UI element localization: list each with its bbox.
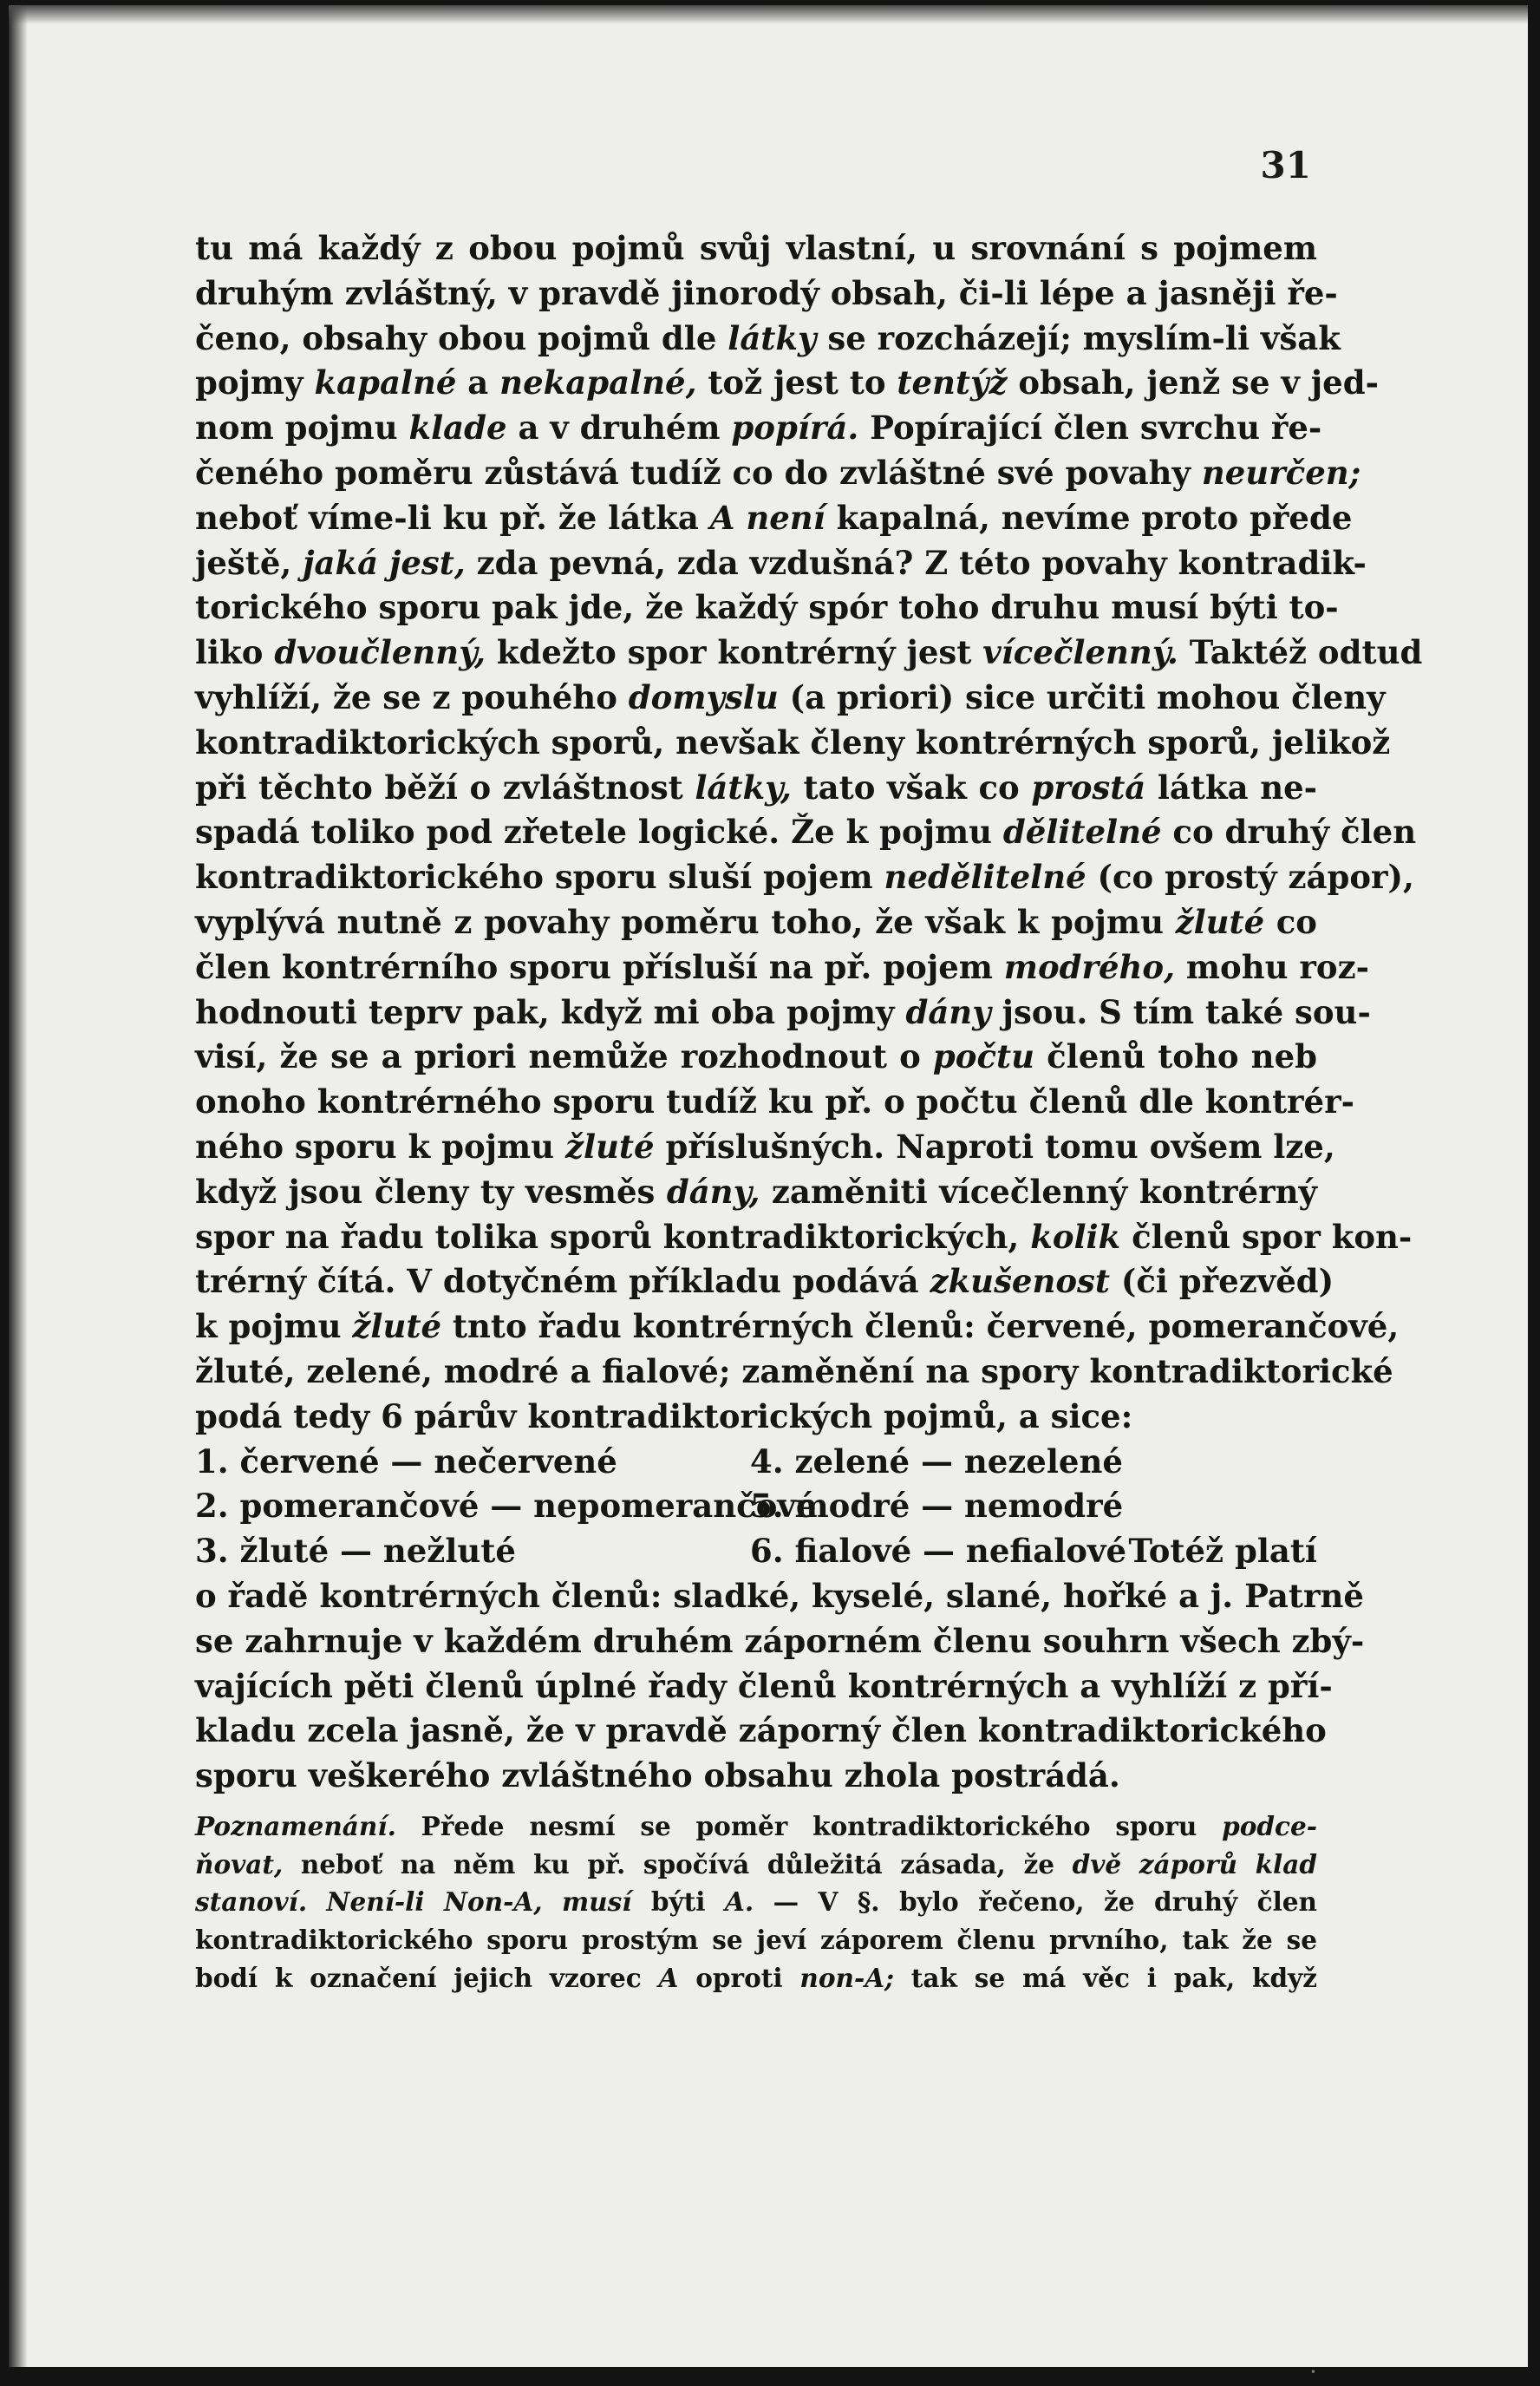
- text-line: ného sporu k pojmu žluté příslušných. Naproti tomu ovšem lze,: [195, 1127, 1335, 1166]
- italic-term: žluté: [352, 1307, 441, 1346]
- color-pairs-list: [195, 1440, 1317, 1574]
- italic-term: nedělitelné: [884, 858, 1086, 897]
- footnote-line: kontradiktorického sporu prostým se jeví záporem členu prvního, tak že se: [195, 1925, 1317, 1956]
- line-tail: Totéž platí: [1128, 1532, 1317, 1571]
- italic-term: klade: [408, 409, 507, 448]
- binding-shadow: [9, 5, 28, 2367]
- italic-term: dělitelné: [1002, 813, 1162, 852]
- italic-term: zkušenost: [930, 1262, 1110, 1301]
- text-line: spor na řadu tolika sporů kontradiktorických, kolik členů spor kon-: [195, 1217, 1413, 1256]
- italic-term: žluté: [564, 1127, 655, 1166]
- italic-term: stanoví. Není-li Non-A, musí: [195, 1886, 632, 1918]
- continuation-paragraph: [195, 1574, 1365, 1799]
- pair-right: 5. modré — nemodré: [750, 1487, 1124, 1526]
- italic-term: žluté: [1175, 902, 1265, 941]
- text-line: pojmy kapalné a nekapalné, tož jest to tentýž obsah, jenž se v jed-: [195, 363, 1379, 402]
- text-line: onoho kontrérného sporu tudíž ku př. o počtu členů dle kontrér-: [195, 1082, 1354, 1121]
- italic-term: kapalné: [314, 363, 457, 402]
- text-line: člen kontrérního sporu přísluší na př. pojem modrého, mohu roz-: [195, 947, 1369, 986]
- text-line: tu má každý z obou pojmů svůj vlastní, u srovnání s pojmem: [195, 229, 1317, 267]
- text-line: vajících pěti členů úplné řady členů kontrérných a vyhlíží z pří-: [195, 1666, 1333, 1705]
- italic-term: počtu: [932, 1037, 1034, 1076]
- page-number: 31: [1260, 144, 1311, 186]
- italic-term: kolik: [1030, 1217, 1121, 1256]
- body-text: [195, 226, 1423, 1997]
- main-paragraph: [195, 226, 1423, 1440]
- text-line: spadá toliko pod zřetele logické. Že k pojmu dělitelné co druhý člen: [195, 813, 1417, 852]
- text-line: podá tedy 6 párův kontradiktorických pojmů, a sice:: [195, 1396, 1133, 1435]
- italic-term: domyslu: [628, 677, 779, 716]
- text-line: sporu veškerého zvláštného obsahu zhola postrádá.: [195, 1756, 1120, 1795]
- italic-term: ňovat,: [195, 1848, 284, 1879]
- italic-term: dvoučlenný,: [274, 633, 486, 672]
- pair-left: 3. žluté — nežluté: [195, 1532, 516, 1571]
- footnote-line: bodí k označení jejich vzorec A oproti non-A; tak se má věc i pak, když: [195, 1963, 1317, 1994]
- italic-term: Poznamenání.: [195, 1810, 396, 1841]
- scanned-page: [9, 5, 1528, 2386]
- list-item: [195, 1529, 1317, 1574]
- italic-term: non-A;: [799, 1963, 894, 1994]
- list-item: [195, 1484, 1317, 1529]
- text-line: neboť víme-li ku př. že látka A není kapalná, nevíme proto přede: [195, 498, 1353, 537]
- footnote: [195, 1807, 1317, 1997]
- footnote-line: Poznamenání. Přede nesmí se poměr kontradiktorického sporu podce-: [195, 1810, 1317, 1841]
- footnote-line: ňovat, neboť na něm ku př. spočívá důležitá zásada, že dvě záporů klad: [195, 1848, 1317, 1879]
- italic-term: A.: [724, 1886, 754, 1918]
- text-line: o řadě kontrérných členů: sladké, kyselé, slané, hořké a j. Patrně: [195, 1576, 1364, 1615]
- text-line: když jsou členy ty vesměs dány, zaměniti vícečlenný kontrérný: [195, 1172, 1317, 1211]
- text-line: kontradiktorického sporu sluší pojem nedělitelné (co prostý zápor),: [195, 858, 1414, 897]
- text-line: nom pojmu klade a v druhém popírá. Popírající člen svrchu ře-: [195, 409, 1322, 448]
- text-line: čeno, obsahy obou pojmů dle látky se rozcházejí; myslím-li však: [195, 318, 1341, 357]
- pair-left: 1. červené — nečervené: [195, 1441, 617, 1481]
- text-line: hodnouti teprv pak, když mi oba pojmy dány jsou. S tím také sou-: [195, 992, 1371, 1031]
- text-line: druhým zvláštný, v pravdě jinorodý obsah, či-li lépe a jasněji ře-: [195, 273, 1338, 312]
- italic-term: dány: [905, 992, 991, 1031]
- italic-term: nekapalné,: [499, 363, 697, 402]
- footnote-line: stanoví. Není-li Non-A, musí býti A. — V §. bylo řečeno, že druhý člen: [195, 1886, 1317, 1918]
- pair-left: 2. pomerančové — nepomerančové: [195, 1487, 817, 1526]
- text-line: liko dvoučlenný, kdežto spor kontrérný jest vícečlenný. Taktéž odtud: [195, 633, 1423, 672]
- italic-term: podce-: [1222, 1810, 1317, 1841]
- text-line: k pojmu žluté tnto řadu kontrérných členů: červené, pomerančové,: [195, 1307, 1400, 1346]
- text-line: kladu zcela jasně, že v pravdě záporný člen kontradiktorického: [195, 1711, 1327, 1750]
- italic-term: jaká jest,: [303, 543, 466, 582]
- italic-term: modrého,: [1003, 947, 1175, 986]
- text-line: kontradiktorických sporů, nevšak členy kontrérných sporů, jelikož: [195, 722, 1391, 762]
- text-line: ještě, jaká jest, zda pevná, zda vzdušná? Z této povahy kontradik-: [195, 543, 1367, 582]
- text-line: se zahrnuje v každém druhém záporném členu souhrn všech zbý-: [195, 1621, 1365, 1660]
- italic-term: látky: [728, 318, 817, 357]
- text-line: vyplývá nutně z povahy poměru toho, že však k pojmu žluté co: [195, 902, 1317, 941]
- pair-right: 4. zelené — nezelené: [750, 1441, 1123, 1481]
- italic-term: tentýž: [897, 363, 1008, 402]
- text-line: torického sporu pak jde, že každý spór toho druhu musí býti to-: [195, 588, 1339, 627]
- pair-right: 6. fialové — nefialové: [750, 1532, 1127, 1571]
- top-edge-shadow: [9, 5, 1528, 24]
- italic-term: vícečlenný.: [982, 633, 1178, 672]
- text-line: vyhlíží, že se z pouhého domyslu (a priori) sice určiti mohou členy: [195, 677, 1386, 716]
- italic-term: látky,: [695, 768, 792, 807]
- italic-term: dány,: [666, 1172, 760, 1211]
- scan-speck: ·: [1309, 2357, 1317, 2386]
- list-item: [195, 1440, 1317, 1485]
- text-line: žluté, zelené, modré a fialové; zaměnění na spory kontradiktorické: [195, 1351, 1393, 1390]
- italic-term: A není: [709, 498, 825, 537]
- text-line: při těchto běží o zvláštnost látky, tato však co prostá látka ne-: [195, 768, 1317, 807]
- text-line: čeného poměru zůstává tudíž co do zvláštné své povahy neurčen;: [195, 453, 1361, 492]
- italic-term: popírá.: [731, 409, 859, 448]
- text-line: trérný čítá. V dotyčném příkladu podává zkušenost (či přezvěd): [195, 1262, 1334, 1301]
- italic-term: neurčen;: [1201, 453, 1361, 492]
- italic-term: dvě záporů klad: [1072, 1848, 1317, 1879]
- text-line: visí, že se a priori nemůže rozhodnout o počtu členů toho neb: [195, 1037, 1317, 1076]
- italic-term: A: [658, 1963, 679, 1994]
- italic-term: prostá: [1031, 768, 1146, 807]
